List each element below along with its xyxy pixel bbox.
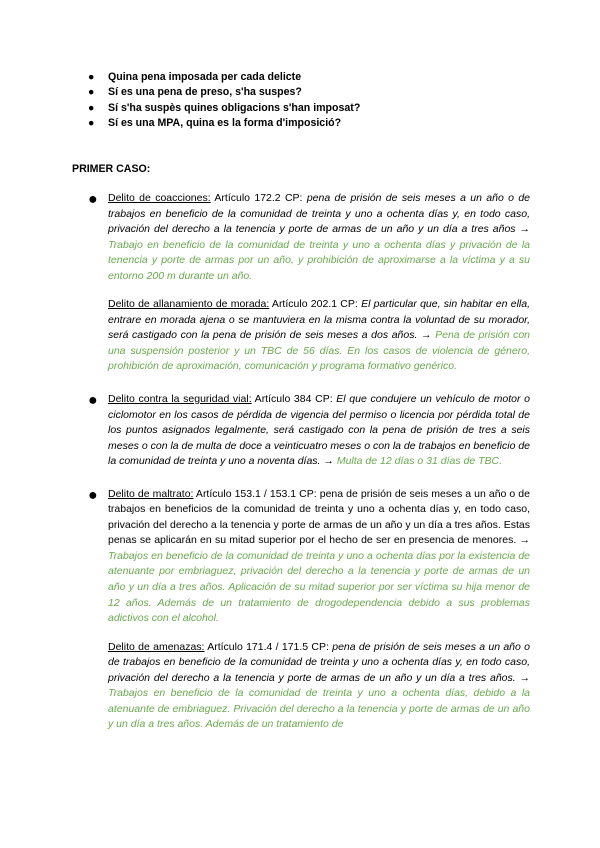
arrow-icon: →: [516, 534, 530, 547]
delito-resolution: Pena de prisión con una suspensión posterior y un TBC de 56 días. En los casos de violencia de género, prohibición de aproximación, comunicación y programa formativo genérico.: [108, 329, 530, 373]
case-title: PRIMER CASO:: [72, 163, 151, 175]
bullet-icon: ●: [88, 116, 95, 129]
question-item: [86, 101, 536, 116]
arrow-icon: →: [515, 671, 530, 684]
bullet-icon: ●: [88, 86, 95, 99]
delito-article: Artículo 171.4 / 171.5 CP:: [204, 640, 333, 653]
delito-resolution: Trabajos en beneficio de la comunidad de treinta y uno a ochenta días, debido a la atenuante de embriaguez. Privación del derecho a la tenencia y porte de armas de un año y un día a tres años. Además de un tratamiento de: [108, 687, 530, 731]
delito-resolution: Trabajos en beneficio de la comunidad de treinta y uno a ochenta días por la existencia de atenuante por embriaguez, privación del derecho a la tenencia y porte de armas de un año y un día a tres años. Aplicación de su mitad superior por ser víctima su hija menor de 12 años. Además de un tratamiento de drogodependencia debido a sus problemas adictivos con el alcohol.: [108, 549, 530, 625]
bullet-icon: ●: [88, 486, 98, 504]
delito-article: Artículo 172.2 CP:: [210, 192, 307, 204]
delito-name: Delito contra la seguridad vial:: [108, 393, 252, 406]
questions-list: [86, 70, 536, 131]
delito-name: Delito de coacciones:: [108, 192, 211, 204]
delito-text: pena de prisión de seis meses a un año o de trabajos en beneficios de la comunidad de treinta y uno a ochenta días y, en todo caso, privación del derecho a la tenencia y porte de armas de un año y un día a tres años. Estas penas se aplicarán en su mitad superior por el hecho de ser en presencia de menores.: [108, 487, 530, 547]
delito-resolution: Trabajo en beneficio de la comunidad de treinta y uno a ochenta días y privación de la tenencia y porte de armas por un año, y prohibición de aproximarse a la víctima y a su entorno 200 m durante un año.: [108, 238, 530, 282]
delito-text: El particular que, sin habitar en ella, entrare en morada ajena o se mantuviera en la misma contra la voluntad de su morador, será castigado con la pena de prisión de seis meses a dos años.: [108, 298, 530, 342]
case-item-coacciones: [86, 191, 530, 392]
cases-list: [86, 191, 530, 733]
bullet-icon: ●: [88, 191, 98, 208]
case-paragraph: [108, 640, 530, 733]
bullet-icon: ●: [88, 71, 95, 83]
case-paragraph: [108, 392, 530, 470]
question-item: [86, 70, 536, 85]
question-item: [86, 85, 536, 100]
arrow-icon: →: [320, 455, 337, 468]
bullet-icon: ●: [88, 101, 95, 114]
delito-article: Artículo 384 CP:: [251, 393, 337, 406]
arrow-icon: →: [515, 223, 530, 236]
delito-text: El que condujere un vehículo de motor o ciclomotor en los casos de pérdida de vigencia del permiso o licencia por pérdida total de los puntos asignados legalmente, será castigado con la pena de prisión de tres a seis meses o con la de multa de doce a veinticuatro meses o con la de trabajos en beneficio de la comunidad de treinta y uno a noventa días.: [108, 393, 531, 468]
case-paragraph: [108, 191, 530, 284]
case-paragraph: [108, 487, 530, 627]
question-text: Sí s'ha suspès quines obligacions s'han imposat?: [108, 101, 361, 114]
delito-article: Artículo 202.1 CP:: [269, 298, 362, 311]
delito-name: Delito de maltrato:: [108, 487, 194, 500]
delito-text: pena de prisión de seis meses a un año o de trabajos en beneficio de la comunidad de treinta y uno a ochenta días y, en todo caso, privación del derecho a la tenencia y porte de armas de un año y un día a tres años.: [108, 640, 530, 684]
bullet-icon: ●: [88, 392, 98, 410]
question-item: [86, 116, 536, 131]
case-paragraph: [108, 297, 530, 375]
question-text: Sí es una pena de preso, s'ha suspes?: [108, 86, 302, 99]
delito-resolution: Multa de 12 días o 31 días de TBC.: [336, 455, 503, 468]
arrow-icon: →: [417, 329, 436, 342]
delito-name: Delito de allanamiento de morada:: [108, 298, 270, 311]
case-item-seguridad-vial: [86, 392, 530, 487]
delito-article: Artículo 153.1 / 153.1 CP:: [193, 487, 320, 500]
case-item-maltrato: [86, 487, 530, 733]
question-text: Sí es una MPA, quina es la forma d'imposició?: [108, 116, 342, 129]
delito-text: pena de prisión de seis meses a un año o de trabajos en beneficio de la comunidad de treinta y uno a ochenta días y, en todo caso, privación del derecho a la tenencia y porte de armas de un año y un día a tres años: [108, 192, 530, 236]
delito-name: Delito de amenazas:: [108, 640, 205, 653]
question-text: Quina pena imposada per cada delicte: [108, 71, 302, 83]
